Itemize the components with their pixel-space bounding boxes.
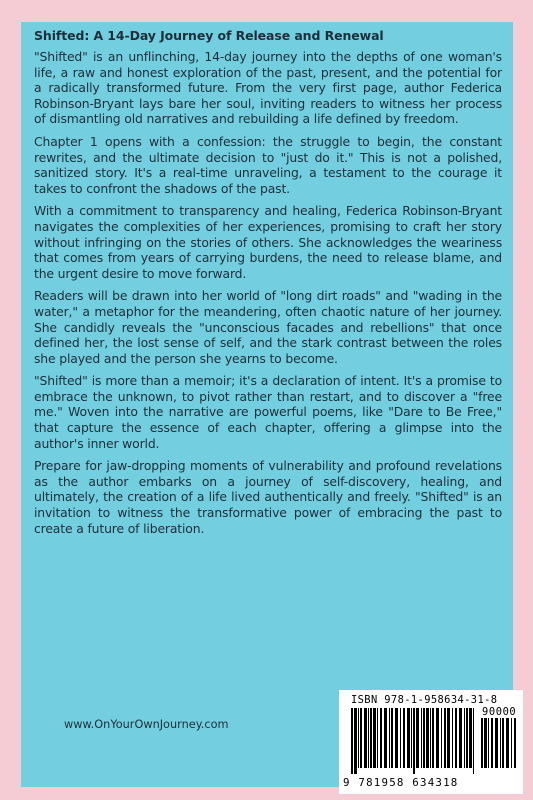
barcode-bar	[488, 718, 489, 768]
barcode-bar	[416, 708, 419, 768]
barcode-bar	[436, 708, 439, 768]
blurb-paragraph-1: "Shifted" is an unflinching, 14-day journey into the depths of one woman's life, a raw and honest exploration of the past, present, and the potential for a radically transformed future. From the very first page, author Federica Robinson-Bryant lays bare her soul, inviting readers to witness her process of dismantling old narratives and rebuilding a life defined by freedom.	[34, 49, 502, 127]
barcode-bar	[469, 708, 472, 768]
barcode-bar	[484, 718, 487, 768]
barcode-bar	[411, 708, 412, 768]
barcode-bar	[377, 708, 378, 768]
blurb-paragraph-5: "Shifted" is more than a memoir; it's a declaration of intent. It's a promise to embrace the unknown, to pivot rather than restart, and to discover a "free me." Woven into the narrative are powerful poems, like "Dare to Be Free," that capture the essence of each chapter, offering a glimpse into the author's inner world.	[34, 373, 502, 451]
barcode-bar	[421, 708, 422, 768]
barcode-bar	[455, 708, 457, 768]
barcode-bar	[495, 718, 498, 768]
barcode-bar	[514, 718, 516, 768]
barcode-bar	[354, 708, 357, 774]
barcode-bar	[430, 708, 431, 768]
barcode-bar	[500, 718, 501, 768]
barcode-bar	[452, 708, 453, 768]
blurb-paragraph-2: Chapter 1 opens with a confession: the struggle to begin, the constant rewrites, and the ultimate decision to "just do it." This is not a polished, sanitized story. It's a real-time unraveling, a testament to the courage it takes to confront the shadows of the past.	[34, 133, 502, 196]
barcode-bar	[432, 708, 434, 768]
website-url: www.OnYourOwnJourney.com	[64, 718, 229, 731]
barcode-bar	[370, 708, 372, 768]
blurb-paragraph-6: Prepare for jaw-dropping moments of vulnerability and profound revelations as the author embarks on a journey of self-discovery, healing, and ultimately, the creation of a life lived authentically and freely. "Shifted" is an invitation to witness the transformative power of embracing the past to create a future of liberation.	[34, 458, 502, 536]
barcode-bar	[447, 708, 450, 768]
barcode-bar	[459, 708, 462, 768]
barcode-bar	[360, 708, 362, 768]
barcode-block	[339, 690, 523, 794]
barcode-bar	[403, 708, 405, 768]
barcode-bar	[481, 718, 483, 768]
barcode-bar	[395, 708, 398, 768]
barcode-bar	[426, 708, 429, 768]
barcode-bar	[351, 708, 353, 774]
barcode-bar	[413, 708, 415, 774]
barcode-bar	[389, 708, 390, 768]
barcode-bar	[368, 708, 369, 768]
barcode-bar	[441, 708, 442, 768]
book-title: Shifted: A 14-Day Journey of Release and Renewal	[34, 28, 384, 43]
barcode-bar	[384, 708, 387, 768]
addon-barcode	[481, 718, 517, 774]
barcode-bar	[407, 708, 410, 768]
barcode-bar	[358, 708, 359, 768]
barcode-bar	[502, 718, 504, 768]
barcode-bar	[444, 708, 446, 768]
blurb-paragraph-4: Readers will be drawn into her world of "long dirt roads" and "wading in the water," a metaphor for the meandering, often chaotic nature of her journey. She candidly reveals the "unconscious facades and rebellions" that once defined her, the lost sense of self, and the stark contrast between the roles she played and the person she yearns to become.	[34, 288, 502, 366]
barcode-bar	[423, 708, 425, 768]
barcode-bar	[473, 708, 474, 774]
back-cover	[21, 22, 517, 789]
barcode-bar	[466, 708, 468, 768]
blurb-paragraph-3: With a commitment to transparency and healing, Federica Robinson-Bryant navigates the complexities of her experiences, promising to craft her story without infringing on the stories of others. She acknowledges the weariness that comes from years of carrying burdens, the need to release blame, and the urgent desire to move forward.	[34, 203, 502, 281]
barcode-bar	[400, 708, 401, 768]
barcode-bar	[506, 718, 509, 768]
price-code: 90000	[482, 706, 517, 718]
ean-barcode	[351, 708, 475, 774]
barcode-bar	[511, 718, 512, 768]
ean-digits: 9 781958 634318	[343, 776, 459, 789]
barcode-bar	[373, 708, 376, 768]
barcode-bar	[491, 718, 493, 768]
isbn-label: ISBN 978-1-958634-31-8	[351, 694, 498, 706]
barcode-bar	[380, 708, 382, 768]
barcode-bar	[391, 708, 393, 768]
blurb-area	[34, 28, 502, 543]
barcode-bar	[464, 708, 465, 768]
barcode-bar	[364, 708, 367, 768]
